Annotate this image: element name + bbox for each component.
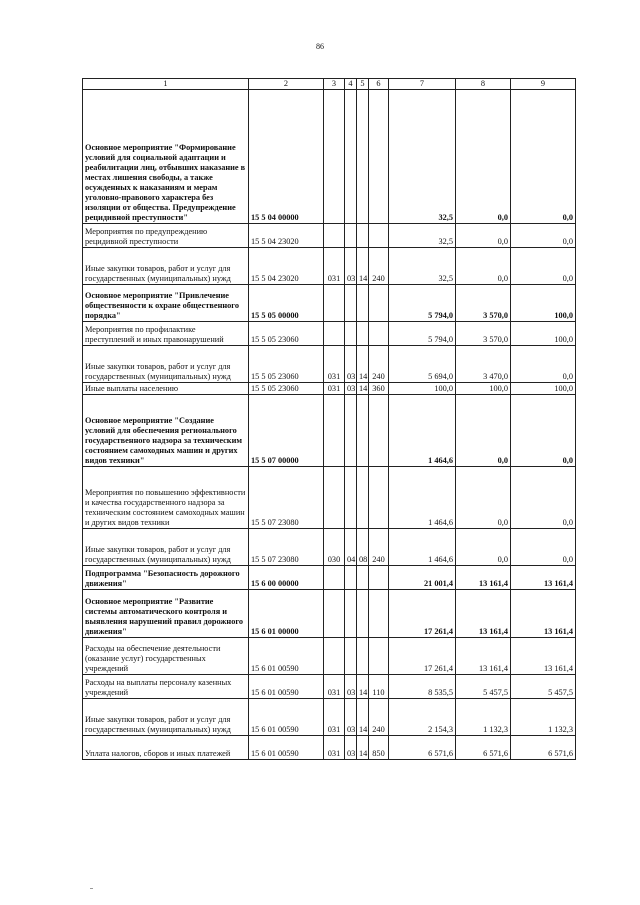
amount-col-8: 0,0 bbox=[456, 248, 511, 285]
expense-type-code bbox=[369, 590, 389, 638]
target-article-code: 15 5 05 23060 bbox=[249, 383, 324, 395]
ministry-code: 031 bbox=[324, 675, 345, 699]
target-article-code: 15 6 01 00000 bbox=[249, 590, 324, 638]
amount-col-7: 5 794,0 bbox=[389, 285, 456, 322]
target-article-code: 15 5 07 23080 bbox=[249, 467, 324, 529]
amount-col-8: 0,0 bbox=[456, 529, 511, 566]
amount-col-9: 0,0 bbox=[511, 248, 576, 285]
section-code bbox=[345, 322, 357, 346]
expense-type-code bbox=[369, 395, 389, 467]
expense-type-code bbox=[369, 638, 389, 675]
amount-col-9: 100,0 bbox=[511, 285, 576, 322]
subsection-code: 14 bbox=[357, 346, 369, 383]
ministry-code: 031 bbox=[324, 736, 345, 760]
target-article-code: 15 6 01 00590 bbox=[249, 638, 324, 675]
amount-col-9: 13 161,4 bbox=[511, 590, 576, 638]
section-code bbox=[345, 638, 357, 675]
amount-col-7: 5 794,0 bbox=[389, 322, 456, 346]
target-article-code: 15 5 04 23020 bbox=[249, 224, 324, 248]
amount-col-7: 32,5 bbox=[389, 248, 456, 285]
amount-col-8: 5 457,5 bbox=[456, 675, 511, 699]
subsection-code: 08 bbox=[357, 529, 369, 566]
header-cell: 7 bbox=[389, 79, 456, 90]
section-code: 03 bbox=[345, 736, 357, 760]
amount-col-7: 1 464,6 bbox=[389, 529, 456, 566]
amount-col-8: 0,0 bbox=[456, 224, 511, 248]
header-row bbox=[83, 79, 576, 90]
header-cell: 5 bbox=[357, 79, 369, 90]
item-name: Иные закупки товаров, работ и услуг для государственных (муниципальных) нужд bbox=[83, 248, 249, 285]
table-row bbox=[83, 467, 576, 529]
amount-col-8: 13 161,4 bbox=[456, 590, 511, 638]
amount-col-9: 0,0 bbox=[511, 346, 576, 383]
subsection-code bbox=[357, 224, 369, 248]
item-name: Основное мероприятие "Формирование условий для социальной адаптации и реабилитации лиц, отбывших наказание в местах лишения свободы, а также осужденных к наказаниям и мерам уголовно-правового характера без изоляции от общества. Предупреждение рецидивной преступности" bbox=[83, 90, 249, 224]
expense-type-code bbox=[369, 467, 389, 529]
amount-col-7: 100,0 bbox=[389, 383, 456, 395]
subsection-code bbox=[357, 638, 369, 675]
expense-type-code: 850 bbox=[369, 736, 389, 760]
amount-col-7: 1 464,6 bbox=[389, 395, 456, 467]
amount-col-8: 13 161,4 bbox=[456, 566, 511, 590]
amount-col-7: 17 261,4 bbox=[389, 638, 456, 675]
amount-col-8: 3 470,0 bbox=[456, 346, 511, 383]
amount-col-8: 0,0 bbox=[456, 90, 511, 224]
table-row bbox=[83, 90, 576, 224]
expense-type-code bbox=[369, 322, 389, 346]
table-row bbox=[83, 248, 576, 285]
section-code bbox=[345, 395, 357, 467]
scan-mark bbox=[90, 888, 93, 889]
budget-table bbox=[82, 78, 576, 760]
item-name: Основное мероприятие "Создание условий для обеспечения регионального государственного надзора за техническим состоянием самоходных машин и других видов техники" bbox=[83, 395, 249, 467]
ministry-code bbox=[324, 322, 345, 346]
target-article-code: 15 5 04 00000 bbox=[249, 90, 324, 224]
target-article-code: 15 5 07 00000 bbox=[249, 395, 324, 467]
section-code: 03 bbox=[345, 383, 357, 395]
target-article-code: 15 6 01 00590 bbox=[249, 675, 324, 699]
ministry-code bbox=[324, 285, 345, 322]
amount-col-9: 0,0 bbox=[511, 395, 576, 467]
header-cell: 4 bbox=[345, 79, 357, 90]
ministry-code bbox=[324, 638, 345, 675]
amount-col-8: 0,0 bbox=[456, 467, 511, 529]
amount-col-8: 3 570,0 bbox=[456, 322, 511, 346]
table-row bbox=[83, 529, 576, 566]
header-cell: 1 bbox=[83, 79, 249, 90]
table-row bbox=[83, 383, 576, 395]
table-row bbox=[83, 638, 576, 675]
table-row bbox=[83, 322, 576, 346]
header-cell: 2 bbox=[249, 79, 324, 90]
target-article-code: 15 5 05 23060 bbox=[249, 346, 324, 383]
ministry-code bbox=[324, 224, 345, 248]
section-code: 04 bbox=[345, 529, 357, 566]
item-name: Иные выплаты населению bbox=[83, 383, 249, 395]
item-name: Расходы на выплаты персоналу казенных учреждений bbox=[83, 675, 249, 699]
page-number: 86 bbox=[316, 42, 324, 51]
target-article-code: 15 6 01 00590 bbox=[249, 736, 324, 760]
ministry-code: 030 bbox=[324, 529, 345, 566]
item-name: Мероприятия по повышению эффективности и качества государственного надзора за техническим состоянием самоходных машин и других видов техники bbox=[83, 467, 249, 529]
amount-col-9: 13 161,4 bbox=[511, 638, 576, 675]
section-code: 03 bbox=[345, 675, 357, 699]
ministry-code: 031 bbox=[324, 248, 345, 285]
item-name: Основное мероприятие "Привлечение общественности к охране общественного порядка" bbox=[83, 285, 249, 322]
amount-col-7: 8 535,5 bbox=[389, 675, 456, 699]
ministry-code bbox=[324, 395, 345, 467]
ministry-code bbox=[324, 467, 345, 529]
amount-col-9: 0,0 bbox=[511, 529, 576, 566]
amount-col-9: 100,0 bbox=[511, 322, 576, 346]
subsection-code bbox=[357, 467, 369, 529]
header-cell: 6 bbox=[369, 79, 389, 90]
section-code bbox=[345, 90, 357, 224]
section-code bbox=[345, 566, 357, 590]
table-row bbox=[83, 346, 576, 383]
ministry-code: 031 bbox=[324, 699, 345, 736]
item-name: Подпрограмма "Безопасность дорожного движения" bbox=[83, 566, 249, 590]
ministry-code bbox=[324, 566, 345, 590]
subsection-code bbox=[357, 285, 369, 322]
expense-type-code bbox=[369, 566, 389, 590]
ministry-code: 031 bbox=[324, 383, 345, 395]
amount-col-7: 17 261,4 bbox=[389, 590, 456, 638]
amount-col-8: 6 571,6 bbox=[456, 736, 511, 760]
amount-col-8: 1 132,3 bbox=[456, 699, 511, 736]
header-cell: 9 bbox=[511, 79, 576, 90]
ministry-code bbox=[324, 90, 345, 224]
table-row bbox=[83, 285, 576, 322]
section-code: 03 bbox=[345, 248, 357, 285]
header-cell: 3 bbox=[324, 79, 345, 90]
amount-col-9: 100,0 bbox=[511, 383, 576, 395]
expense-type-code: 110 bbox=[369, 675, 389, 699]
expense-type-code: 240 bbox=[369, 529, 389, 566]
amount-col-8: 0,0 bbox=[456, 395, 511, 467]
subsection-code bbox=[357, 322, 369, 346]
amount-col-9: 13 161,4 bbox=[511, 566, 576, 590]
expense-type-code: 240 bbox=[369, 699, 389, 736]
amount-col-9: 6 571,6 bbox=[511, 736, 576, 760]
section-code bbox=[345, 467, 357, 529]
table-row bbox=[83, 675, 576, 699]
expense-type-code: 360 bbox=[369, 383, 389, 395]
table-row bbox=[83, 736, 576, 760]
ministry-code bbox=[324, 590, 345, 638]
subsection-code: 14 bbox=[357, 248, 369, 285]
table-row bbox=[83, 224, 576, 248]
expense-type-code: 240 bbox=[369, 248, 389, 285]
ministry-code: 031 bbox=[324, 346, 345, 383]
amount-col-9: 0,0 bbox=[511, 467, 576, 529]
item-name: Иные закупки товаров, работ и услуг для государственных (муниципальных) нужд bbox=[83, 346, 249, 383]
amount-col-7: 32,5 bbox=[389, 90, 456, 224]
item-name: Расходы на обеспечение деятельности (оказание услуг) государственных учреждений bbox=[83, 638, 249, 675]
target-article-code: 15 6 01 00590 bbox=[249, 699, 324, 736]
table-row bbox=[83, 395, 576, 467]
expense-type-code bbox=[369, 285, 389, 322]
item-name: Иные закупки товаров, работ и услуг для государственных (муниципальных) нужд bbox=[83, 699, 249, 736]
section-code bbox=[345, 590, 357, 638]
amount-col-7: 32,5 bbox=[389, 224, 456, 248]
subsection-code bbox=[357, 590, 369, 638]
table-row bbox=[83, 699, 576, 736]
amount-col-7: 1 464,6 bbox=[389, 467, 456, 529]
item-name: Мероприятия по профилактике преступлений и иных правонарушений bbox=[83, 322, 249, 346]
target-article-code: 15 5 04 23020 bbox=[249, 248, 324, 285]
amount-col-8: 100,0 bbox=[456, 383, 511, 395]
item-name: Уплата налогов, сборов и иных платежей bbox=[83, 736, 249, 760]
subsection-code: 14 bbox=[357, 699, 369, 736]
header-cell: 8 bbox=[456, 79, 511, 90]
expense-type-code: 240 bbox=[369, 346, 389, 383]
expense-type-code bbox=[369, 224, 389, 248]
target-article-code: 15 5 05 23060 bbox=[249, 322, 324, 346]
amount-col-9: 0,0 bbox=[511, 90, 576, 224]
target-article-code: 15 5 05 00000 bbox=[249, 285, 324, 322]
target-article-code: 15 6 00 00000 bbox=[249, 566, 324, 590]
subsection-code bbox=[357, 566, 369, 590]
section-code: 03 bbox=[345, 699, 357, 736]
item-name: Основное мероприятие "Развитие системы автоматического контроля и выявления нарушений правил дорожного движения" bbox=[83, 590, 249, 638]
amount-col-8: 3 570,0 bbox=[456, 285, 511, 322]
item-name: Мероприятия по предупреждению рецидивной преступности bbox=[83, 224, 249, 248]
amount-col-9: 1 132,3 bbox=[511, 699, 576, 736]
subsection-code bbox=[357, 395, 369, 467]
amount-col-7: 2 154,3 bbox=[389, 699, 456, 736]
amount-col-8: 13 161,4 bbox=[456, 638, 511, 675]
amount-col-7: 5 694,0 bbox=[389, 346, 456, 383]
section-code bbox=[345, 285, 357, 322]
subsection-code: 14 bbox=[357, 383, 369, 395]
subsection-code: 14 bbox=[357, 675, 369, 699]
section-code: 03 bbox=[345, 346, 357, 383]
section-code bbox=[345, 224, 357, 248]
subsection-code bbox=[357, 90, 369, 224]
item-name: Иные закупки товаров, работ и услуг для государственных (муниципальных) нужд bbox=[83, 529, 249, 566]
table-row bbox=[83, 566, 576, 590]
table-row bbox=[83, 590, 576, 638]
expense-type-code bbox=[369, 90, 389, 224]
amount-col-9: 5 457,5 bbox=[511, 675, 576, 699]
amount-col-7: 6 571,6 bbox=[389, 736, 456, 760]
subsection-code: 14 bbox=[357, 736, 369, 760]
amount-col-7: 21 001,4 bbox=[389, 566, 456, 590]
target-article-code: 15 5 07 23080 bbox=[249, 529, 324, 566]
amount-col-9: 0,0 bbox=[511, 224, 576, 248]
